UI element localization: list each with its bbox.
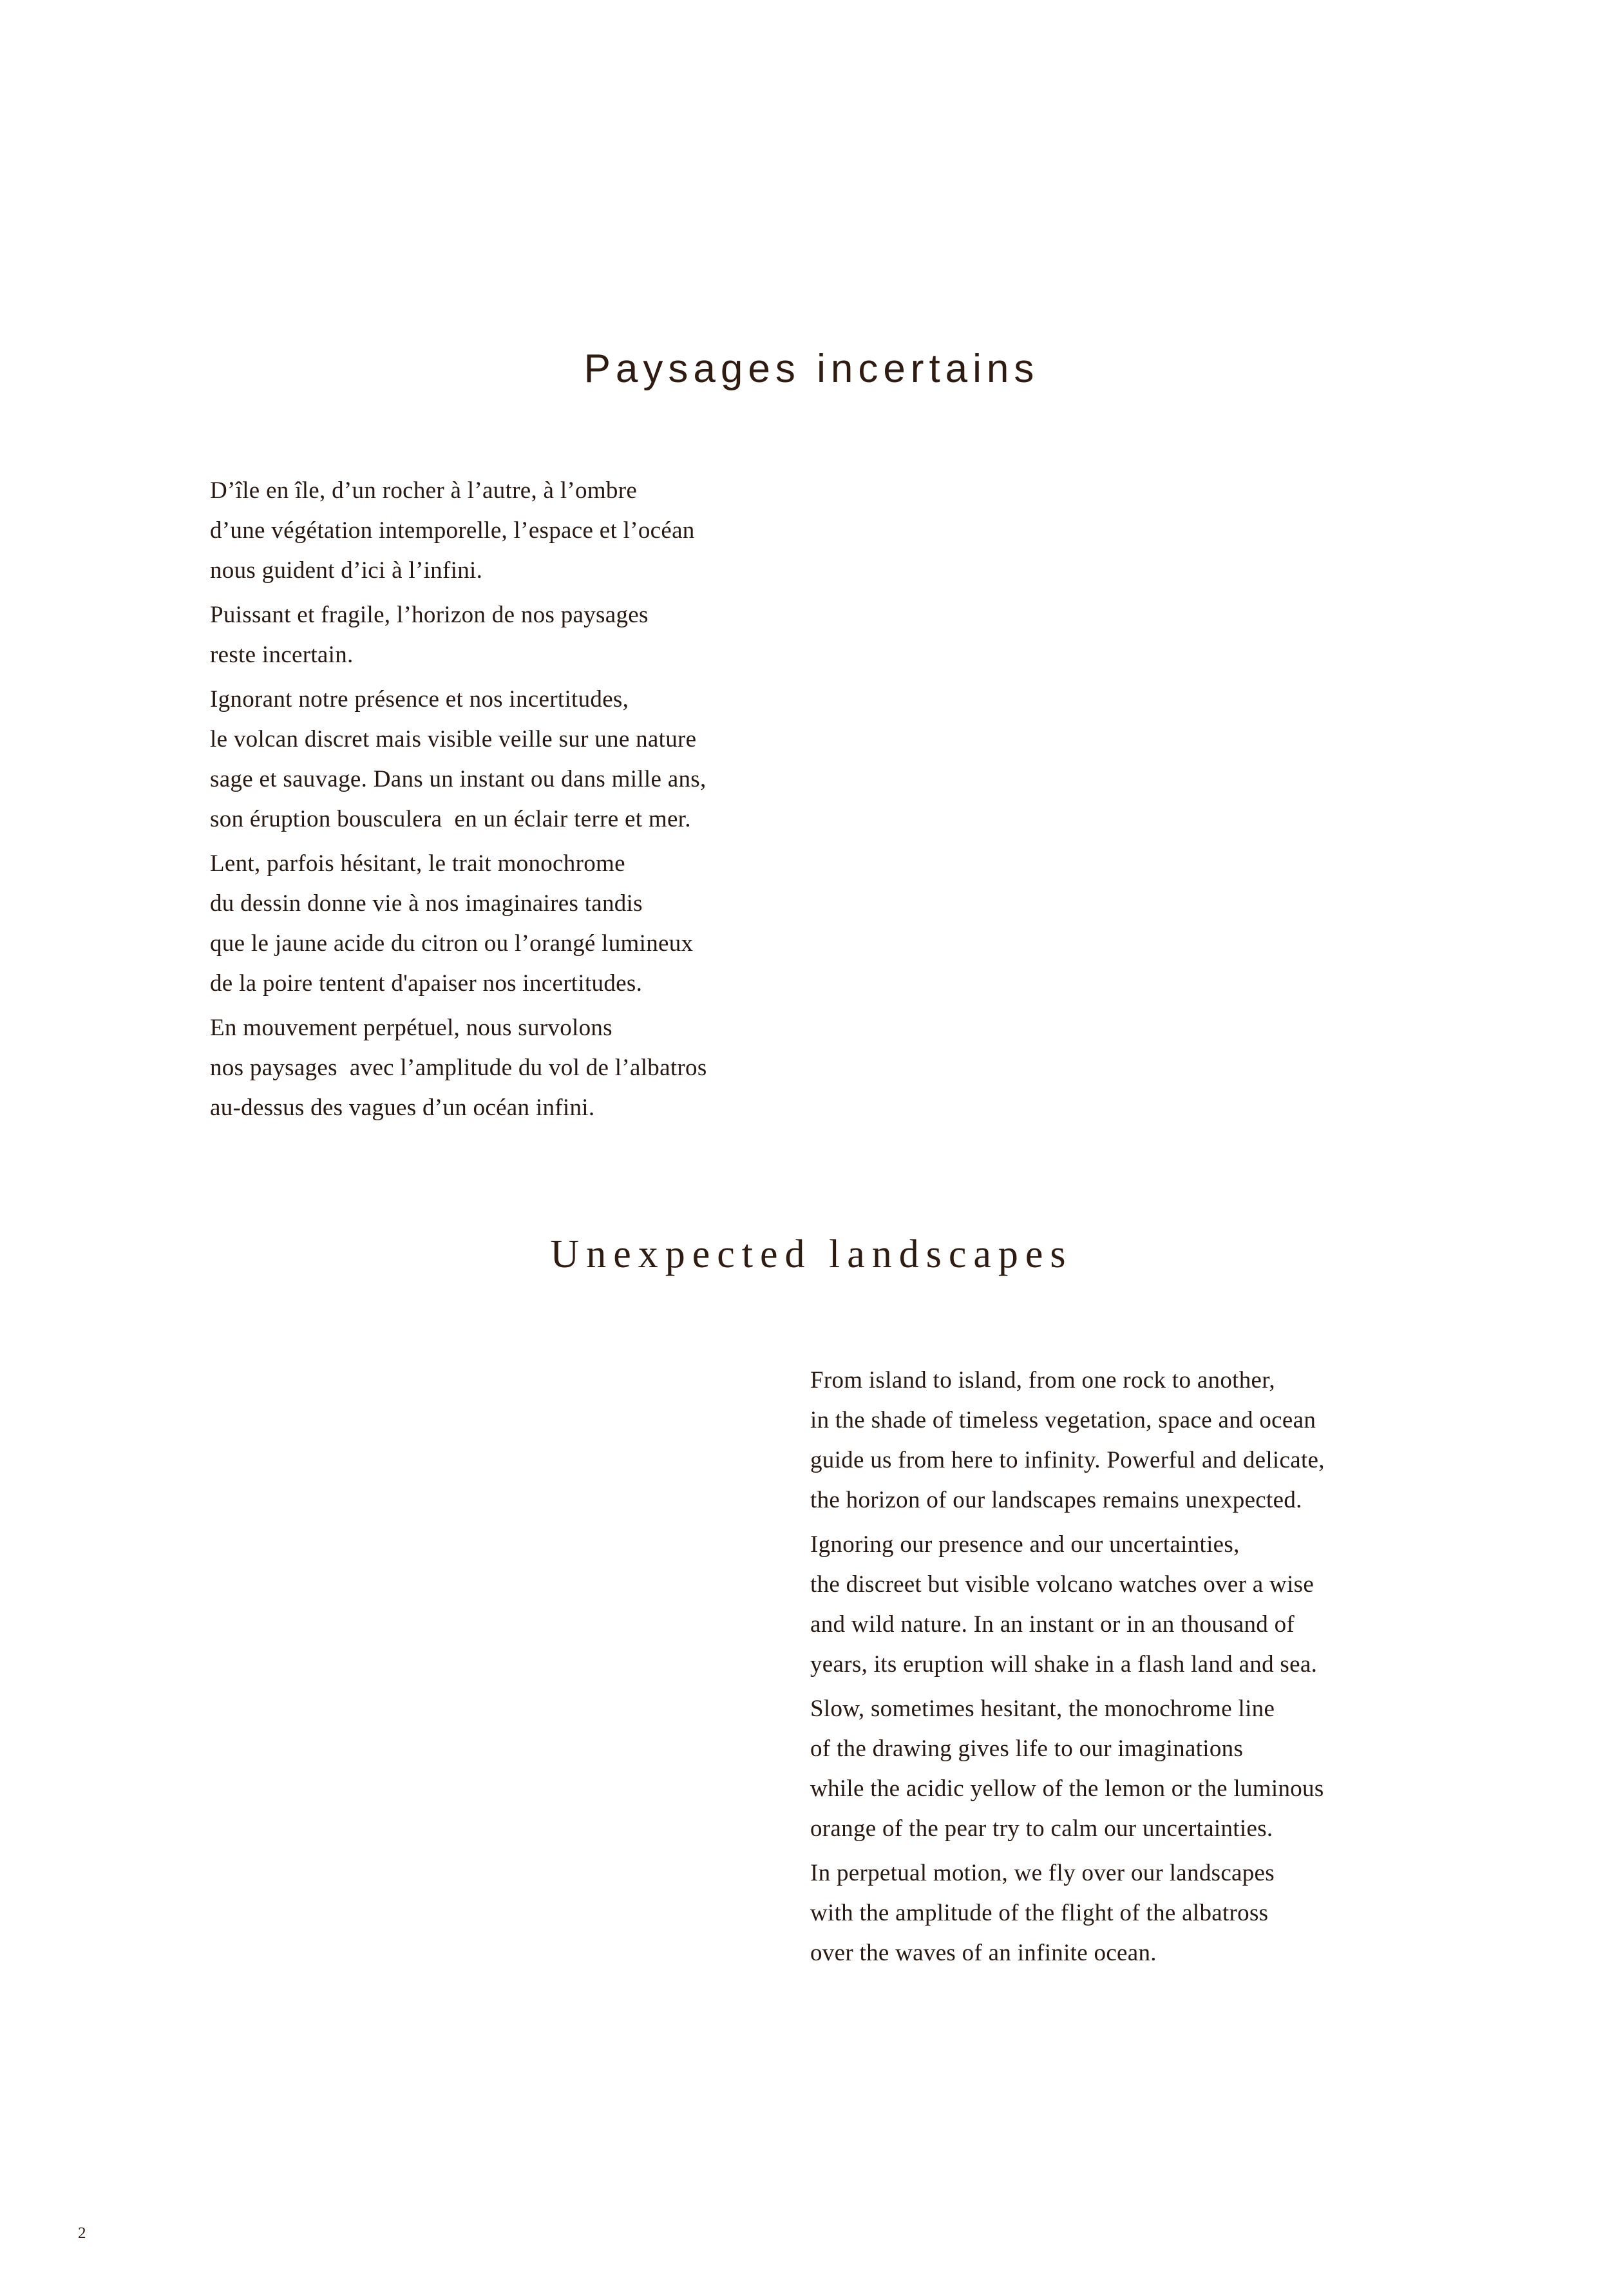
text-line: over the waves of an infinite ocean. [810, 1940, 1157, 1966]
text-line: le volcan discret mais visible veille sur une nature [210, 726, 697, 752]
text-line: and wild nature. In an instant or in an thousand of [810, 1611, 1295, 1638]
text-line: guide us from here to infinity. Powerful and delicate, [810, 1447, 1325, 1473]
french-text-block [210, 471, 854, 1128]
text-line: au-dessus des vagues d’un océan infini. [210, 1095, 595, 1121]
text-line: de la poire tentent d'apaiser nos incertitudes. [210, 970, 643, 997]
paragraph [810, 1853, 1467, 1973]
text-line: From island to island, from one rock to another, [810, 1367, 1275, 1393]
text-line: while the acidic yellow of the lemon or the luminous [810, 1775, 1324, 1802]
text-line: of the drawing gives life to our imaginations [810, 1736, 1244, 1762]
text-line: Ignoring our presence and our uncertainties, [810, 1531, 1240, 1558]
text-line: Lent, parfois hésitant, le trait monochrome [210, 850, 625, 877]
text-line: d’une végétation intemporelle, l’espace et l’océan [210, 517, 695, 544]
text-line: In perpetual motion, we fly over our landscapes [810, 1860, 1275, 1886]
text-line: years, its eruption will shake in a flash land and sea. [810, 1651, 1318, 1678]
text-line: the discreet but visible volcano watches over a wise [810, 1571, 1315, 1598]
text-line: sage et sauvage. Dans un instant ou dans mille ans, [210, 766, 707, 792]
text-line: D’île en île, d’un rocher à l’autre, à l’ombre [210, 477, 638, 504]
text-line: in the shade of timeless vegetation, space and ocean [810, 1407, 1316, 1433]
text-line: du dessin donne vie à nos imaginaires tandis [210, 890, 643, 917]
text-line: Puissant et fragile, l’horizon de nos paysages [210, 602, 649, 628]
text-line: Slow, sometimes hesitant, the monochrome line [810, 1696, 1275, 1722]
text-line: nos paysages avec l’amplitude du vol de l’albatros [210, 1055, 707, 1081]
paragraph [810, 1525, 1467, 1685]
text-line: que le jaune acide du citron ou l’orangé lumineux [210, 930, 694, 957]
french-section-title: Paysages incertains [584, 347, 1039, 391]
text-line: reste incertain. [210, 642, 354, 668]
paragraph [210, 471, 854, 591]
english-text-block [810, 1361, 1467, 1973]
text-line: the horizon of our landscapes remains unexpected. [810, 1487, 1302, 1513]
text-line: orange of the pear try to calm our uncertainties. [810, 1815, 1273, 1842]
paragraph [210, 680, 854, 839]
text-line: nous guident d’ici à l’infini. [210, 557, 483, 584]
text-line: En mouvement perpétuel, nous survolons [210, 1015, 612, 1041]
paragraph [210, 1008, 854, 1128]
paragraph [210, 844, 854, 1004]
text-line: son éruption bousculera en un éclair terre et mer. [210, 806, 691, 832]
paragraph [810, 1361, 1467, 1520]
paragraph [210, 595, 854, 675]
text-line: with the amplitude of the flight of the albatross [810, 1900, 1269, 1926]
page-number: 2 [78, 2224, 86, 2242]
english-section-title: Unexpected landscapes [550, 1232, 1073, 1276]
text-line: Ignorant notre présence et nos incertitudes, [210, 686, 629, 713]
paragraph [810, 1689, 1467, 1849]
